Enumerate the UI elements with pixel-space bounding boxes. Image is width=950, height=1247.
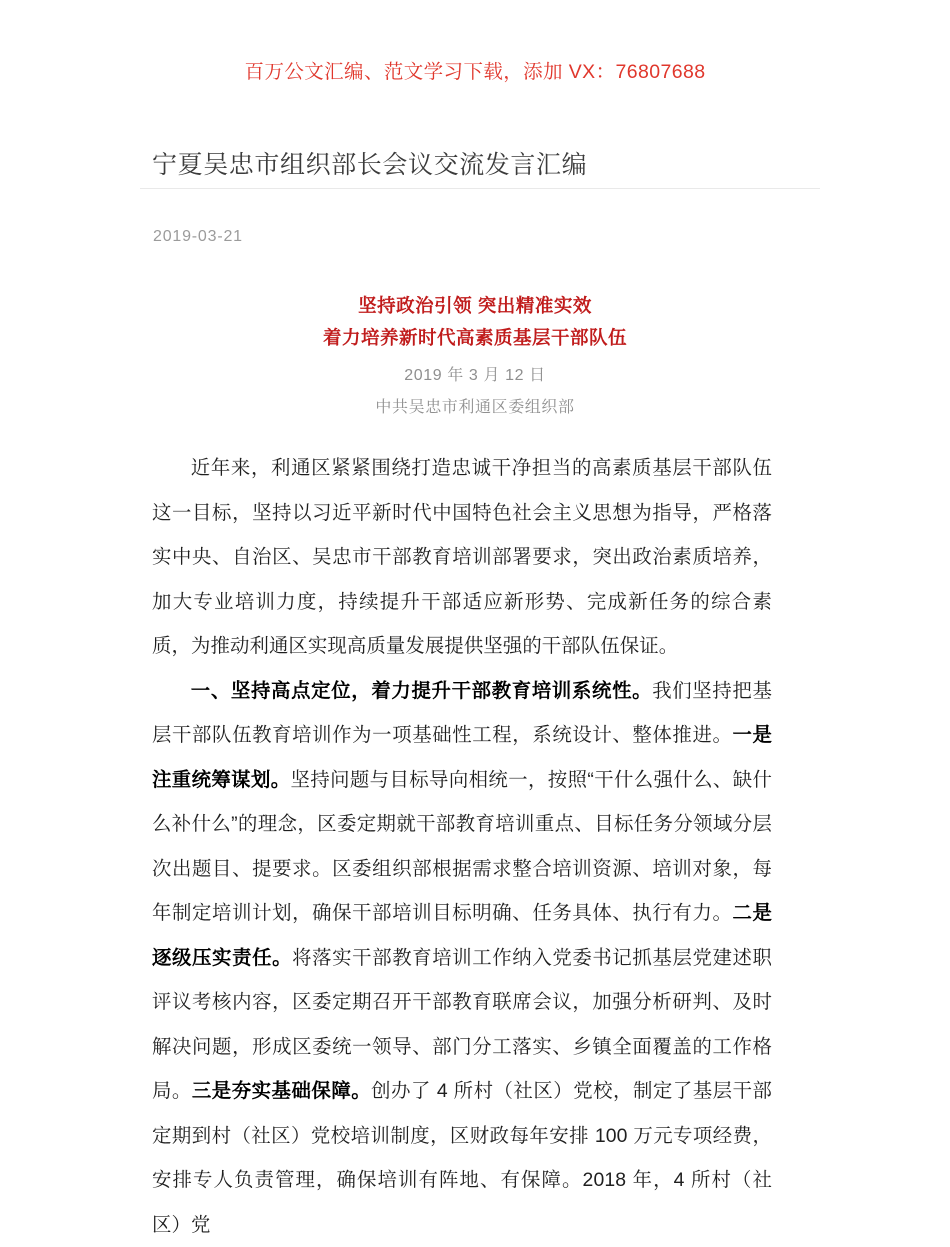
paragraph-section-one [152, 669, 772, 1247]
article-date: 2019 年 3 月 12 日 [0, 360, 950, 392]
publish-date: 2019-03-21 [153, 228, 243, 246]
bold-run: 二是逐级压实责任。 [152, 902, 772, 969]
bold-run: 三是夯实基础保障。 [192, 1080, 371, 1102]
text-run: 我们坚持把基层干部队伍教育培训作为一项基础性工程，系统设计、整体推进。 [152, 680, 772, 747]
text-run: 坚持问题与目标导向相统一，按照“干什么强什么、缺什么补什么”的理念，区委定期就干部教育培训重点、目标任务分领域分层次出题目、提要求。区委组织部根据需求整合培训资源、培训对象，每年制定培训计划，确保干部培训目标明确、任务具体、执行有力。 [152, 769, 772, 925]
page-title: 宁夏吴忠市组织部长会议交流发言汇编 [152, 149, 822, 182]
text-run: 将落实干部教育培训工作纳入党委书记抓基层党建述职评议考核内容，区委定期召开干部教育联席会议，加强分析研判、及时解决问题，形成区委统一领导、部门分工落实、乡镇全面覆盖的工作格局。 [152, 947, 772, 1103]
article-heading-line-2: 着力培养新时代高素质基层干部队伍 [0, 322, 950, 354]
text-run: 创办了 4 所村（社区）党校，制定了基层干部定期到村（社区）党校培训制度，区财政每年安排 100 万元专项经费，安排专人负责管理，确保培训有阵地、有保障。2018 年，4 所村（社区）党 [152, 1080, 772, 1236]
title-divider [140, 188, 820, 189]
article-header [0, 290, 950, 424]
article-author: 中共吴忠市利通区委组织部 [0, 392, 950, 424]
text-run: 近年来，利通区紧紧围绕打造忠诚干净担当的高素质基层干部队伍这一目标，坚持以习近平新时代中国特色社会主义思想为指导，严格落实中央、自治区、吴忠市干部教育培训部署要求，突出政治素质培养，加大专业培训力度，持续提升干部适应新形势、完成新任务的综合素质，为推动利通区实现高质量发展提供坚强的干部队伍保证。 [152, 457, 772, 657]
article-heading-line-1: 坚持政治引领 突出精准实效 [0, 290, 950, 322]
bold-run: 一是注重统筹谋划。 [152, 724, 772, 791]
promo-banner: 百万公文汇编、范文学习下载，添加 VX：76807688 [0, 56, 950, 84]
article-body [152, 446, 772, 1247]
paragraph-intro [152, 446, 772, 669]
bold-run: 一、坚持高点定位，着力提升干部教育培训系统性。 [191, 680, 652, 702]
